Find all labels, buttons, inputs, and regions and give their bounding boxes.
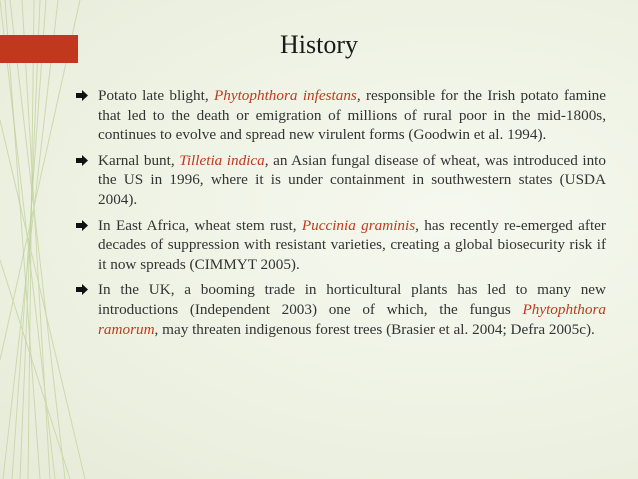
bullet-item <box>76 280 606 339</box>
bullet-item <box>76 216 606 275</box>
bullet-item <box>76 151 606 210</box>
bullet-text: , has recently re-emerged after decades of suppression with resistant varieties, creating a global biosecurity risk if it now spreads (CIMMYT 2005). <box>98 216 606 273</box>
bullet-text: In East Africa, wheat stem rust, <box>98 216 302 234</box>
bullet-list <box>76 86 606 345</box>
arrow-right-icon <box>76 155 88 166</box>
species-name: Phytophthora ramorum <box>98 300 606 338</box>
species-name: Puccinia graminis <box>301 216 416 234</box>
species-name: Tilletia indica <box>179 151 265 169</box>
arrow-right-icon <box>76 220 88 231</box>
slide-title: History <box>280 30 358 59</box>
bullet-text: Potato late blight, <box>98 87 214 104</box>
bullet-text: , may threaten indigenous forest trees (Brasier et al. 2004; Defra 2005c). <box>154 320 595 338</box>
bullet-item <box>76 86 606 145</box>
bullet-text: Karnal bunt, <box>98 151 180 169</box>
bullet-text: , an Asian fungal disease of wheat, was introduced into the US in 1996, where it is under containment in southwestern states (USDA 2004). <box>98 151 606 208</box>
species-name: Phytophthora infestans <box>213 87 357 104</box>
arrow-right-icon <box>76 90 88 101</box>
arrow-right-icon <box>76 284 88 295</box>
bullet-text: In the UK, a booming trade in horticultural plants has led to many new introductions (Independent 2003) one of which, the fungus <box>98 281 606 318</box>
bullet-text: , responsible for the Irish potato famine that led to the death or emigration of millions of rural poor in the mid-1800s, continues to evolve and spread new virulent forms (Goodwin et al. 1994). <box>98 87 606 144</box>
